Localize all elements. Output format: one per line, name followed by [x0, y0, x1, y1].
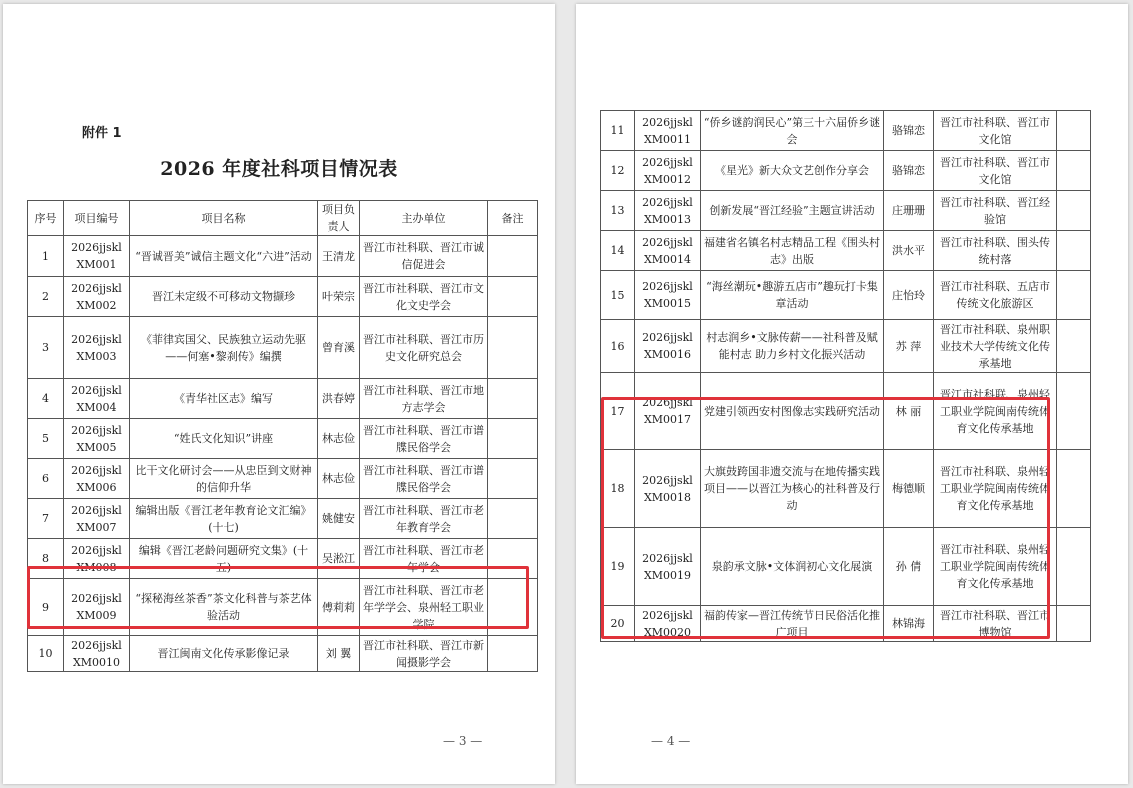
- cell-leader: 洪春婷: [318, 379, 360, 419]
- project-code-part: 2026jjskl: [71, 463, 122, 477]
- table-row: [28, 236, 538, 277]
- cell-note: [488, 539, 538, 579]
- cell-leader: 刘 翼: [318, 636, 360, 672]
- project-code-part: 2026jjskl: [642, 235, 693, 249]
- cell-name: 大旗鼓跨国非遗交流与在地传播实践项目——以晋江为核心的社科普及行动: [701, 450, 884, 528]
- cell-leader: 苏 萍: [884, 320, 934, 373]
- cell-code: [64, 579, 130, 636]
- cell-name: 福建省名镇名村志精品工程《围头村志》出版: [701, 231, 884, 271]
- project-code-part: XM002: [76, 298, 117, 312]
- cell-code: [635, 450, 701, 528]
- project-code-part: 2026jjskl: [71, 543, 122, 557]
- cell-code: [635, 528, 701, 606]
- cell-no: 5: [28, 419, 64, 459]
- table-row: [601, 528, 1091, 606]
- cell-leader: 林志俭: [318, 419, 360, 459]
- cell-org: 晋江市社科联、晋江市诚信促进会: [360, 236, 488, 277]
- cell-code: [64, 459, 130, 499]
- project-code-part: 2026jjskl: [71, 332, 122, 346]
- cell-leader: 骆锦恋: [884, 151, 934, 191]
- cell-org: 晋江市社科联、泉州轻工职业学院闽南传统体育文化传承基地: [934, 528, 1057, 606]
- cell-org: 晋江市社科联、晋江市文化文史学会: [360, 277, 488, 317]
- table-header-row: [28, 201, 538, 236]
- cell-name: 编辑出版《晋江老年教育论文汇编》(十七): [130, 499, 318, 539]
- cell-code: [64, 636, 130, 672]
- project-code-part: XM0018: [643, 490, 692, 504]
- cell-name: 《星光》新大众文艺创作分享会: [701, 151, 884, 191]
- project-code-part: XM009: [76, 609, 117, 622]
- table-row: [28, 317, 538, 379]
- table-row: [28, 459, 538, 499]
- cell-no: 8: [28, 539, 64, 579]
- cell-name: 《青华社区志》编写: [130, 379, 318, 419]
- table-row: [601, 191, 1091, 231]
- document-page-3: [3, 4, 555, 784]
- cell-leader: 王清龙: [318, 236, 360, 277]
- project-code-part: 2026jjskl: [642, 195, 693, 209]
- cell-code: [635, 373, 701, 450]
- cell-name: 《菲律宾国父、民族独立运动先驱——何塞•黎刹传》编撰: [130, 317, 318, 379]
- cell-no: 15: [601, 271, 635, 320]
- header-note: 备注: [488, 201, 538, 236]
- cell-org: 晋江市社科联、晋江市新闻摄影学会: [360, 636, 488, 672]
- table-row: [28, 419, 538, 459]
- cell-code: [635, 111, 701, 151]
- project-code-part: XM001: [76, 258, 117, 271]
- cell-code: [635, 151, 701, 191]
- project-code-part: XM0015: [643, 297, 692, 310]
- table-row: [601, 320, 1091, 373]
- cell-code: [64, 379, 130, 419]
- cell-name: 党建引领西安村图像志实践研究活动: [701, 373, 884, 450]
- cell-code: [64, 499, 130, 539]
- cell-note: [488, 579, 538, 636]
- cell-leader: 庄珊珊: [884, 191, 934, 231]
- cell-name: 泉韵承文脉•文体润初心文化展演: [701, 528, 884, 606]
- cell-org: 晋江市社科联、五店市传统文化旅游区: [934, 271, 1057, 320]
- cell-name: 晋江未定级不可移动文物撷珍: [130, 277, 318, 317]
- project-code-part: XM008: [76, 560, 117, 574]
- cell-note: [1057, 151, 1091, 191]
- cell-name: “探秘海丝茶香”茶文化科普与茶艺体验活动: [130, 579, 318, 636]
- project-code-part: 2026jjskl: [642, 155, 693, 169]
- cell-no: 9: [28, 579, 64, 636]
- document-title: 2026 年度社科项目情况表: [160, 158, 398, 180]
- cell-org: 晋江市社科联、泉州轻工职业学院闽南传统体育文化传承基地: [934, 450, 1057, 528]
- table-row: [28, 579, 538, 636]
- cell-code: [635, 231, 701, 271]
- cell-note: [1057, 271, 1091, 320]
- cell-no: 14: [601, 231, 635, 271]
- cell-no: 20: [601, 606, 635, 642]
- cell-no: 19: [601, 528, 635, 606]
- cell-no: 17: [601, 373, 635, 450]
- cell-code: [64, 419, 130, 459]
- cell-org: 晋江市社科联、晋江市谱牒民俗学会: [360, 419, 488, 459]
- cell-org: 晋江市社科联、晋江市历史文化研究总会: [360, 317, 488, 379]
- cell-code: [635, 320, 701, 373]
- cell-name: 编辑《晋江老龄问题研究文集》(十五): [130, 539, 318, 579]
- cell-leader: 洪水平: [884, 231, 934, 271]
- project-code-part: XM0012: [643, 172, 692, 186]
- project-code-part: 2026jjskl: [642, 115, 693, 129]
- project-code-part: XM007: [76, 520, 117, 534]
- project-code-part: 2026jjskl: [71, 423, 122, 437]
- cell-note: [488, 379, 538, 419]
- project-table-page-3: [27, 200, 538, 672]
- project-code-part: 2026jjskl: [71, 281, 122, 295]
- cell-leader: 林志俭: [318, 459, 360, 499]
- project-code-part: 2026jjskl: [642, 551, 693, 565]
- project-code-part: 2026jjskl: [71, 592, 122, 605]
- project-code-part: 2026jjskl: [71, 503, 122, 517]
- project-code-part: XM005: [76, 440, 117, 454]
- header-code: 项目编号: [64, 201, 130, 236]
- project-code-part: 2026jjskl: [642, 608, 693, 622]
- project-code-part: 2026jjskl: [71, 383, 122, 397]
- cell-no: 12: [601, 151, 635, 191]
- header-no: 序号: [28, 201, 64, 236]
- project-code-part: 2026jjskl: [642, 396, 693, 409]
- cell-note: [488, 317, 538, 379]
- cell-note: [1057, 606, 1091, 642]
- cell-name: “海丝潮玩•趣游五店市”趣玩打卡集章活动: [701, 271, 884, 320]
- cell-leader: 傅莉莉: [318, 579, 360, 636]
- cell-note: [1057, 450, 1091, 528]
- table-row: [601, 606, 1091, 642]
- cell-leader: 曾育溪: [318, 317, 360, 379]
- cell-code: [635, 271, 701, 320]
- project-table-page-4: [600, 110, 1091, 642]
- cell-code: [635, 606, 701, 642]
- cell-leader: 吴淞江: [318, 539, 360, 579]
- cell-note: [1057, 320, 1091, 373]
- cell-code: [64, 277, 130, 317]
- project-code-part: XM0016: [643, 348, 692, 361]
- cell-code: [64, 539, 130, 579]
- project-code-part: 2026jjskl: [642, 280, 693, 293]
- cell-code: [64, 317, 130, 379]
- cell-note: [488, 277, 538, 317]
- cell-name: 村志润乡•文脉传薪——社科普及赋能村志 助力乡村文化振兴活动: [701, 320, 884, 373]
- project-code-part: XM0017: [643, 413, 692, 426]
- project-code-part: XM0011: [643, 132, 692, 146]
- header-leader: 项目负责人: [318, 201, 360, 236]
- cell-note: [488, 236, 538, 277]
- project-code-part: XM006: [76, 480, 117, 494]
- table-row: [28, 539, 538, 579]
- table-row: [601, 151, 1091, 191]
- cell-note: [1057, 528, 1091, 606]
- cell-no: 18: [601, 450, 635, 528]
- cell-no: 4: [28, 379, 64, 419]
- cell-org: 晋江市社科联、晋江市老年教育学会: [360, 499, 488, 539]
- table-row: [601, 231, 1091, 271]
- cell-leader: 林锦海: [884, 606, 934, 642]
- cell-org: 晋江市社科联、晋江市博物馆: [934, 606, 1057, 642]
- table-row: [28, 379, 538, 419]
- cell-note: [1057, 231, 1091, 271]
- cell-name: 福韵传家—晋江传统节日民俗活化推广项目: [701, 606, 884, 642]
- table-row: [601, 373, 1091, 450]
- document-page-4: [576, 4, 1128, 784]
- cell-org: 晋江市社科联、泉州职业技术大学传统文化传承基地: [934, 320, 1057, 373]
- project-code-part: XM004: [76, 400, 117, 414]
- cell-code: [64, 236, 130, 277]
- page-number: — 4 —: [651, 734, 691, 748]
- cell-name: “姓氏文化知识”讲座: [130, 419, 318, 459]
- table-row: [601, 271, 1091, 320]
- cell-no: 3: [28, 317, 64, 379]
- cell-leader: 姚健安: [318, 499, 360, 539]
- cell-org: 晋江市社科联、晋江市文化馆: [934, 151, 1057, 191]
- project-code-part: XM0010: [72, 655, 121, 669]
- cell-org: 晋江市社科联、晋江市谱牒民俗学会: [360, 459, 488, 499]
- header-org: 主办单位: [360, 201, 488, 236]
- cell-org: 晋江市社科联、晋江经验馆: [934, 191, 1057, 231]
- page-number: — 3 —: [443, 734, 483, 748]
- cell-note: [488, 636, 538, 672]
- project-code-part: 2026jjskl: [642, 331, 693, 344]
- cell-note: [488, 459, 538, 499]
- project-code-part: XM0019: [643, 568, 692, 582]
- table-row: [601, 450, 1091, 528]
- cell-no: 13: [601, 191, 635, 231]
- table-row: [28, 277, 538, 317]
- cell-note: [1057, 111, 1091, 151]
- cell-no: 7: [28, 499, 64, 539]
- cell-org: 晋江市社科联、晋江市地方志学会: [360, 379, 488, 419]
- project-code-part: 2026jjskl: [642, 473, 693, 487]
- cell-org: 晋江市社科联、晋江市文化馆: [934, 111, 1057, 151]
- cell-no: 6: [28, 459, 64, 499]
- table-row: [28, 636, 538, 672]
- table-row: [601, 111, 1091, 151]
- cell-name: “侨乡谜韵润民心”第三十六届侨乡谜会: [701, 111, 884, 151]
- project-code-part: 2026jjskl: [71, 241, 122, 254]
- project-code-part: XM0020: [643, 625, 692, 639]
- cell-leader: 骆锦恋: [884, 111, 934, 151]
- cell-leader: 林 丽: [884, 373, 934, 450]
- cell-name: “晋诚晋美”诚信主题文化“六进”活动: [130, 236, 318, 277]
- project-code-part: XM0013: [643, 212, 692, 226]
- header-name: 项目名称: [130, 201, 318, 236]
- cell-leader: 梅德顺: [884, 450, 934, 528]
- cell-no: 11: [601, 111, 635, 151]
- cell-note: [488, 499, 538, 539]
- cell-no: 16: [601, 320, 635, 373]
- cell-leader: 孙 倩: [884, 528, 934, 606]
- attachment-label: 附件 1: [82, 126, 122, 141]
- cell-note: [1057, 373, 1091, 450]
- cell-note: [1057, 191, 1091, 231]
- project-code-part: XM003: [76, 349, 117, 363]
- cell-name: 晋江闽南文化传承影像记录: [130, 636, 318, 672]
- cell-leader: 庄怡玲: [884, 271, 934, 320]
- table-row: [28, 499, 538, 539]
- cell-org: 晋江市社科联、泉州轻工职业学院闽南传统体育文化传承基地: [934, 373, 1057, 450]
- project-code-part: XM0014: [643, 252, 692, 266]
- cell-org: 晋江市社科联、晋江市老年学会: [360, 539, 488, 579]
- cell-no: 2: [28, 277, 64, 317]
- cell-org: 晋江市社科联、晋江市老年学学会、泉州轻工职业学院: [360, 579, 488, 636]
- cell-code: [635, 191, 701, 231]
- cell-name: 创新发展“晋江经验”主题宣讲活动: [701, 191, 884, 231]
- cell-name: 比干文化研讨会——从忠臣到文财神的信仰升华: [130, 459, 318, 499]
- cell-leader: 叶荣宗: [318, 277, 360, 317]
- cell-no: 1: [28, 236, 64, 277]
- project-code-part: 2026jjskl: [71, 638, 122, 652]
- cell-note: [488, 419, 538, 459]
- cell-no: 10: [28, 636, 64, 672]
- cell-org: 晋江市社科联、围头传统村落: [934, 231, 1057, 271]
